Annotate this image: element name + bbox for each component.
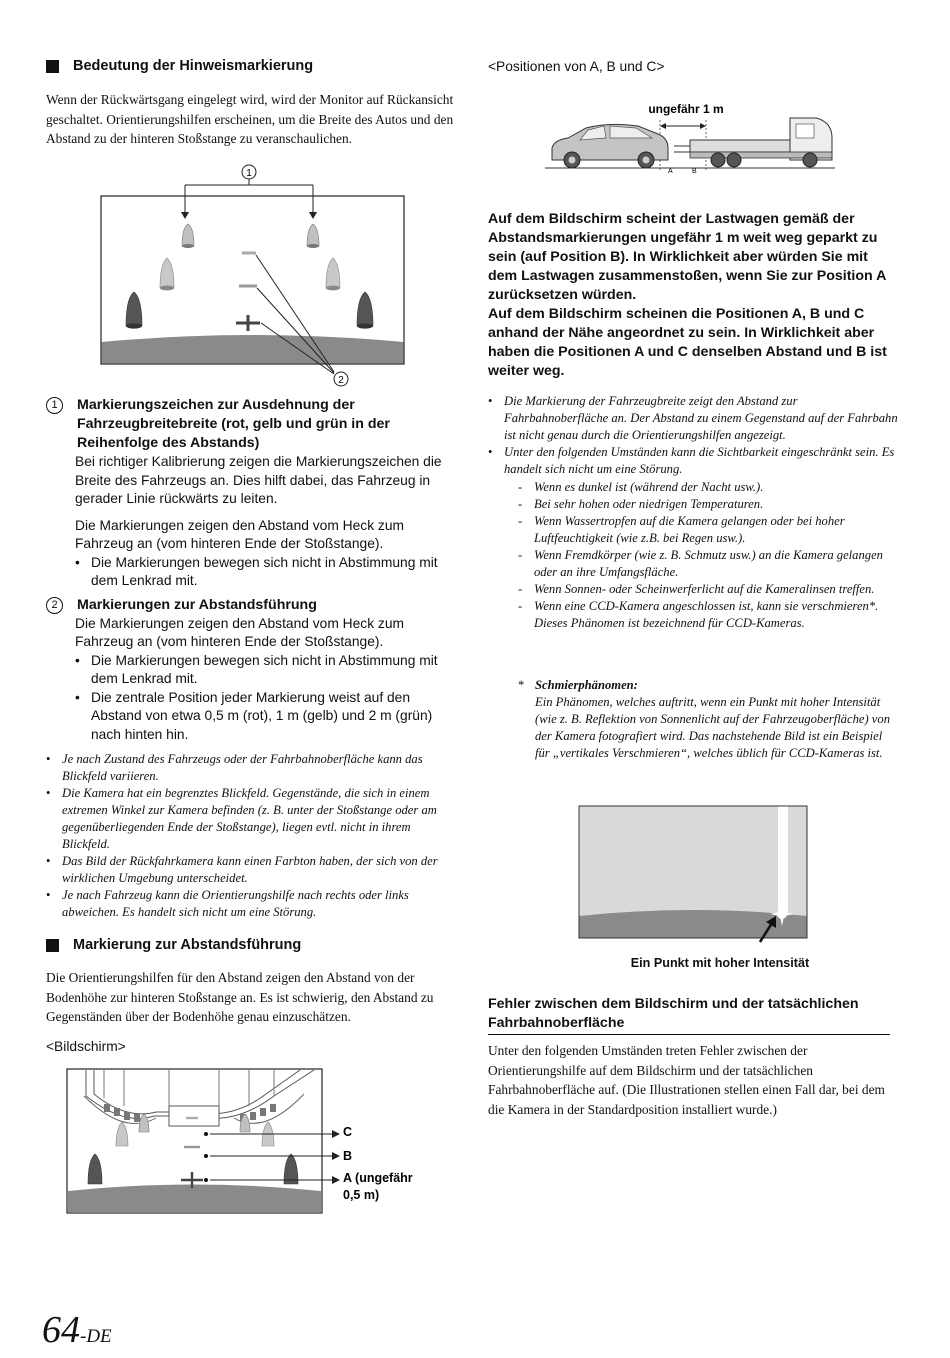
item-1-heading: 1 Markierungszeichen zur Ausdehnung der Fahrzeugbreitebreite (rot, gelb und grün in der Reihenfolge des Abstands) xyxy=(46,396,458,453)
section-abstand xyxy=(46,937,458,1054)
smear-title-row xyxy=(518,677,890,694)
car-illustration xyxy=(552,124,668,168)
positions-label: <Positionen von A, B und C> xyxy=(488,59,665,74)
car-truck-figure xyxy=(540,98,840,178)
list-item: - Wenn eine CCD-Kamera angeschlossen ist, kann sie verschmieren*. Dieses Phänomen ist bezeichnend für CCD-Kameras. xyxy=(518,599,879,630)
rear-view-figure xyxy=(96,160,416,392)
item-1-bullet: • Die Markierungen bewegen sich nicht in Abstimmung mit dem Lenkrad mit. xyxy=(75,554,438,588)
abstand-paragraph: Die Orientierungshilfen für den Abstand zeigen den Abstand von der Bodenhöhe zur hinteren Stoßstange an. Es ist schwierig, den Abstand zu Gegenständen über der Bodenhöhe genau einzuschätzen. xyxy=(46,970,434,1024)
item-2-text: Die Markierungen zeigen den Abstand vom Heck zum Fahrzeug an (vom hinteren Ende der Stoßstange). xyxy=(75,615,404,649)
callout-2-label: 2 xyxy=(338,375,344,386)
smear-figure xyxy=(576,804,812,944)
list-item: - Bei sehr hohen oder niedrigen Temperaturen. xyxy=(518,497,764,511)
truck-illustration xyxy=(674,118,832,167)
heading-square-icon xyxy=(46,939,59,952)
page-number: 64-DE xyxy=(42,1309,112,1351)
label-b: B xyxy=(343,1149,353,1163)
label-c: C xyxy=(343,1125,353,1139)
list-item: • Die Markierung der Fahrzeugbreite zeigt den Abstand zur Fahrbahnoberfläche an. Der Abstand zu einem Gegenstand auf der Fahrbahn ist nicht genau durch die Orientierungshilfen angezeigt. xyxy=(488,394,898,442)
item-2-bullet-1: • Die Markierungen bewegen sich nicht in Abstimmung mit dem Lenkrad mit. xyxy=(75,652,438,686)
list-item: - Wenn Fremdkörper (wie z. B. Schmutz usw.) an die Kamera gelangen oder an ihre Umfangsfläche. xyxy=(518,548,883,579)
bold-paragraph-1: Auf dem Bildschirm scheint der Lastwagen gemäß der Abstandsmarkierungen ungefähr 1 m weit weg geparkt zu sein (auf Position B). In Wirklichkeit aber würden Sie mit dem Lastwagen zusammenstoßen, wenn Sie zur Position A zurücksetzen würden. xyxy=(488,211,886,303)
callout-1-label: 1 xyxy=(246,168,252,179)
intro-paragraph: Wenn der Rückwärtsgang eingelegt wird, wird der Monitor auf Rückansicht geschaltet. Orientierungshilfen erscheinen, um die Breite des Autos und den Abstand zu der hinteren Stoßstange zu veranschaulichen. xyxy=(46,92,454,146)
distance-label: ungefähr 1 m xyxy=(648,102,724,116)
notes-list-left xyxy=(46,751,458,921)
list-item: • Unter den folgenden Umständen kann die Sichtbarkeit eingeschränkt sein. Es handelt sich nicht um eine Störung. xyxy=(488,445,895,476)
item-2-bullet-2: • Die zentrale Position jeder Markierung weist auf den Abstand von etwa 0,5 m (rot), 1 m (gelb) und 2 m (grün) nach hinten hin. xyxy=(75,689,433,742)
section-fehler xyxy=(488,995,890,1119)
bildschirm-figure xyxy=(64,1066,424,1216)
position-b: B xyxy=(692,168,697,175)
item-2-number: 2 xyxy=(46,597,63,614)
conditions-list xyxy=(488,479,898,632)
list-item: - Wenn Wassertropfen auf die Kamera gelangen oder bei hoher Luftfeuchtigkeit (wie z.B. bei Regen usw.). xyxy=(518,514,845,545)
notes-list-right xyxy=(488,393,898,478)
section-heading-fehler: Fehler zwischen dem Bildschirm und der tatsächlichen Fahrbahnoberfläche xyxy=(488,995,890,1035)
section-heading-abstand: Markierung zur Abstandsführung xyxy=(46,937,458,953)
items-block xyxy=(46,396,458,744)
item-1-text: Bei richtiger Kalibrierung zeigen die Markierungszeichen die Breite des Fahrzeugs an. Dies hilft dabei, das Fahrzeug in gerader Linie rückwärts zu leiten. xyxy=(75,454,442,506)
left-column xyxy=(46,58,456,149)
list-item: • Je nach Zustand des Fahrzeugs oder der Fahrbahnoberfläche kann das Blickfeld variieren. xyxy=(46,752,423,783)
vertical-smear xyxy=(778,807,788,913)
smear-caption: Ein Punkt mit hoher Intensität xyxy=(630,956,810,970)
asterisk-icon: * xyxy=(518,678,525,692)
list-item: - Wenn es dunkel ist (während der Nacht usw.). xyxy=(518,480,764,494)
list-item: • Die Kamera hat ein begrenztes Blickfeld. Gegenstände, die sich in einem extremen Winkel zur Kamera befinden (z. B. unter der Stoßstange oder am gegenüberliegenden Ende der Stoßstange), liegen evtl. nicht in ihrem Blickfeld. xyxy=(46,786,437,851)
section-heading-bedeutung: Bedeutung der Hinweismarkierung xyxy=(46,58,456,74)
item-2-heading: 2 Markierungen zur Abstandsführung xyxy=(46,596,458,615)
list-item: • Je nach Fahrzeug kann die Orientierungshilfe nach rechts oder links abweichen. Es handelt sich nicht um eine Störung. xyxy=(46,888,409,919)
bold-paragraph-2: Auf dem Bildschirm scheinen die Positionen A, B und C anhand der Nähe angeordnet zu sein. In Wirklichkeit aber haben die Positionen A und C denselben Abstand und B ist weiter weg. xyxy=(488,306,887,379)
smear-text: Ein Phänomen, welches auftritt, wenn ein Punkt mit hoher Intensität (wie z. B. Reflektion von Sonnenlicht auf der Fahrzeugoberfläche) von der Kamera fotografiert wird. Das nachstehende Bild ist ein Beispiel für „vertikales Verschmieren“, welches üblich für CCD-Kameras ist. xyxy=(535,695,890,760)
bildschirm-label: <Bildschirm> xyxy=(46,1038,126,1054)
heading-square-icon xyxy=(46,60,59,73)
label-a-distance: 0,5 m) xyxy=(343,1188,380,1202)
list-item: • Das Bild der Rückfahrkamera kann einen Farbton haben, der sich von der wirklichen Umgebung unterscheidet. xyxy=(46,854,438,885)
label-a: A (ungefähr xyxy=(343,1171,413,1185)
fehler-paragraph: Unter den folgenden Umständen treten Fehler zwischen der Orientierungshilfe auf dem Bildschirm und der tatsächlichen Fahrbahnoberfläche auf. (Die Illustrationen stellen einen Fall dar, bei dem die Kamera in der Standardposition installiert wurde.) xyxy=(488,1043,885,1117)
position-a: A xyxy=(668,168,673,175)
bold-explanation xyxy=(488,210,898,381)
item-1-number: 1 xyxy=(46,397,63,414)
item-1-text-2: Die Markierungen zeigen den Abstand vom Heck zum Fahrzeug an (vom hinteren Ende der Stoßstange). xyxy=(75,517,404,551)
smear-title: Schmierphänomen: xyxy=(535,678,638,692)
list-item: - Wenn Sonnen- oder Scheinwerferlicht auf die Kameralinsen treffen. xyxy=(518,582,875,596)
smear-footnote xyxy=(518,677,890,762)
